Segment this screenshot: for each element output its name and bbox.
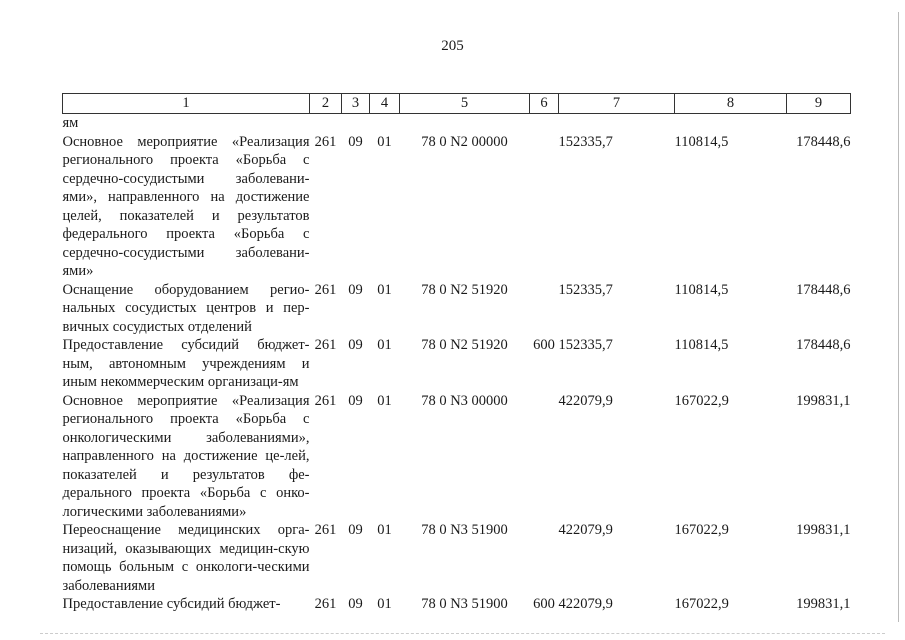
cell-amount-col8: 167022,9 bbox=[674, 522, 729, 538]
header-col-9: 9 bbox=[787, 94, 851, 114]
budget-table bbox=[62, 93, 851, 614]
cell-expense-type bbox=[530, 133, 559, 281]
cell-ministry-code: 261 bbox=[314, 392, 337, 409]
table-row bbox=[63, 281, 851, 337]
row-description: Предоставление субсидий бюджет-ным, автономным учреждениям и иным некоммерческим организаци-ям bbox=[62, 337, 310, 390]
cell-amount-col8: 167022,9 bbox=[674, 596, 729, 612]
cell-ministry-code: 261 bbox=[314, 337, 337, 353]
row-description: Основное мероприятие «Реализация регионального проекта «Борьба с сердечно-сосудистыми заболевани-ями», направленного на достижение целей, показателей и результатов федерального проекта «Борьба с сердечно-сосудистыми заболевани-ями» bbox=[62, 133, 310, 279]
cell-amount-col7: 152335,7 bbox=[558, 133, 613, 150]
header-col-8: 8 bbox=[675, 94, 787, 114]
cell-expense-type bbox=[530, 281, 559, 337]
row-description: Оснащение оборудованием регио-нальных сосудистых центров и пер-вичных сосудистых отделений bbox=[62, 281, 310, 335]
cell-expense-type bbox=[530, 521, 559, 595]
cell-subsection: 01 bbox=[377, 133, 392, 150]
cell-section: 09 bbox=[348, 133, 363, 150]
cell-amount-col8: 167022,9 bbox=[674, 392, 729, 409]
cell-section: 09 bbox=[348, 281, 363, 298]
cell-target-article: 78 0 N3 51900 bbox=[421, 596, 508, 612]
cell-amount-col9: 178448,6 bbox=[796, 133, 851, 150]
cell-expense-type: 600 bbox=[533, 596, 555, 612]
cell-amount-col9: 178448,6 bbox=[796, 337, 851, 353]
table-row bbox=[63, 521, 851, 595]
cell-amount-col7: 422079,9 bbox=[558, 522, 613, 538]
table-row bbox=[63, 392, 851, 522]
cell-subsection: 01 bbox=[377, 281, 392, 298]
cell-amount-col9: 199831,1 bbox=[796, 522, 851, 538]
cell-subsection: 01 bbox=[377, 392, 392, 409]
page-number: 205 bbox=[441, 38, 464, 54]
cell-amount-col7: 422079,9 bbox=[558, 596, 613, 612]
cell-subsection: 01 bbox=[377, 596, 392, 612]
cell-target-article: 78 0 N2 51920 bbox=[421, 337, 508, 353]
cell-expense-type bbox=[530, 392, 559, 522]
header-col-5: 5 bbox=[400, 94, 530, 114]
cell-ministry-code: 261 bbox=[314, 133, 337, 150]
table-row bbox=[63, 336, 851, 392]
cell-amount-col8: 110814,5 bbox=[674, 337, 729, 353]
cell-section: 09 bbox=[348, 596, 363, 612]
cell-amount-col9: 199831,1 bbox=[796, 596, 851, 612]
page-edge-line bbox=[898, 12, 899, 622]
row-description: Переоснащение медицинских орга-низаций, оказывающих медицин-скую помощь больным с онкологи-ческими заболеваниями bbox=[62, 522, 310, 594]
header-col-2: 2 bbox=[310, 94, 342, 114]
cell-target-article: 78 0 N2 51920 bbox=[421, 281, 508, 298]
header-col-4: 4 bbox=[370, 94, 400, 114]
cell-target-article: 78 0 N2 00000 bbox=[421, 133, 508, 150]
cell-amount-col9: 178448,6 bbox=[796, 281, 851, 298]
continuation-text: ям bbox=[62, 115, 79, 131]
header-col-7: 7 bbox=[559, 94, 675, 114]
scan-artifact-line bbox=[40, 633, 885, 634]
cell-amount-col7: 152335,7 bbox=[558, 281, 613, 298]
cell-section: 09 bbox=[348, 392, 363, 409]
cell-amount-col7: 152335,7 bbox=[558, 337, 613, 353]
cell-target-article: 78 0 N3 51900 bbox=[421, 522, 508, 538]
cell-ministry-code: 261 bbox=[314, 522, 337, 538]
row-description: Основное мероприятие «Реализация регионального проекта «Борьба с онкологическими заболеваниями», направленного на достижение це-лей, показателей и результатов фе-дерального проекта «Борьба с онко-логическими заболеваниями» bbox=[62, 392, 310, 520]
cell-ministry-code: 261 bbox=[314, 281, 337, 298]
cell-amount-col8: 110814,5 bbox=[674, 281, 729, 298]
cell-ministry-code: 261 bbox=[314, 596, 337, 612]
cell-subsection: 01 bbox=[377, 337, 392, 353]
table-row bbox=[63, 133, 851, 281]
cell-amount-col8: 110814,5 bbox=[674, 133, 729, 150]
cell-section: 09 bbox=[348, 522, 363, 538]
row-description: Предоставление субсидий бюджет- bbox=[62, 596, 281, 612]
cell-expense-type: 600 bbox=[533, 337, 555, 353]
continuation-row bbox=[63, 114, 851, 133]
header-col-6: 6 bbox=[530, 94, 559, 114]
table-header-row bbox=[63, 94, 851, 114]
table-row bbox=[63, 595, 851, 614]
cell-subsection: 01 bbox=[377, 522, 392, 538]
cell-amount-col9: 199831,1 bbox=[796, 392, 851, 409]
cell-amount-col7: 422079,9 bbox=[558, 392, 613, 409]
cell-section: 09 bbox=[348, 337, 363, 353]
header-col-1: 1 bbox=[63, 94, 310, 114]
header-col-3: 3 bbox=[342, 94, 370, 114]
cell-target-article: 78 0 N3 00000 bbox=[421, 392, 508, 409]
